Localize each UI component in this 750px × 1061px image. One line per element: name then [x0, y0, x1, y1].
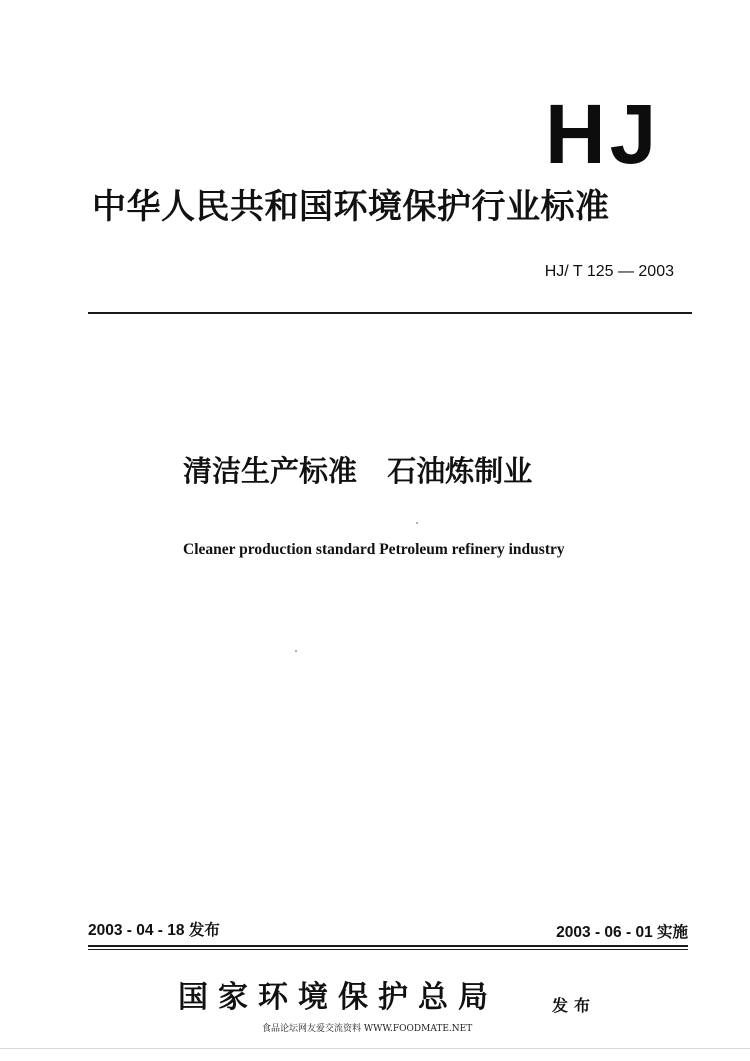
- scan-speck: [416, 522, 418, 524]
- scan-speck: [295, 650, 297, 652]
- issue-date: 2003 - 04 - 18 发布: [88, 922, 220, 939]
- publish-label: 发布: [552, 996, 597, 1015]
- publisher-name: 国家环境保护总局: [178, 980, 498, 1015]
- implementation-date: 2003 - 06 - 01 实施: [556, 924, 688, 941]
- footer-divider-thick: [88, 945, 688, 947]
- standard-category-title: 中华人民共和国环境保护行业标准: [92, 187, 610, 227]
- page-bottom-edge: [0, 1048, 750, 1049]
- header-divider: [88, 312, 692, 314]
- footer-divider-thin: [88, 949, 688, 950]
- document-title-english: Cleaner production standard Petroleum refinery industry: [183, 541, 565, 558]
- document-title-chinese: 清洁生产标准 石油炼制业: [183, 454, 533, 488]
- standard-logo: HJ: [545, 87, 661, 181]
- footer-watermark: 食品论坛网友爱交流资料 WWW.FOODMATE.NET: [262, 1024, 473, 1034]
- standard-number: HJ/ T 125 — 2003: [544, 263, 674, 280]
